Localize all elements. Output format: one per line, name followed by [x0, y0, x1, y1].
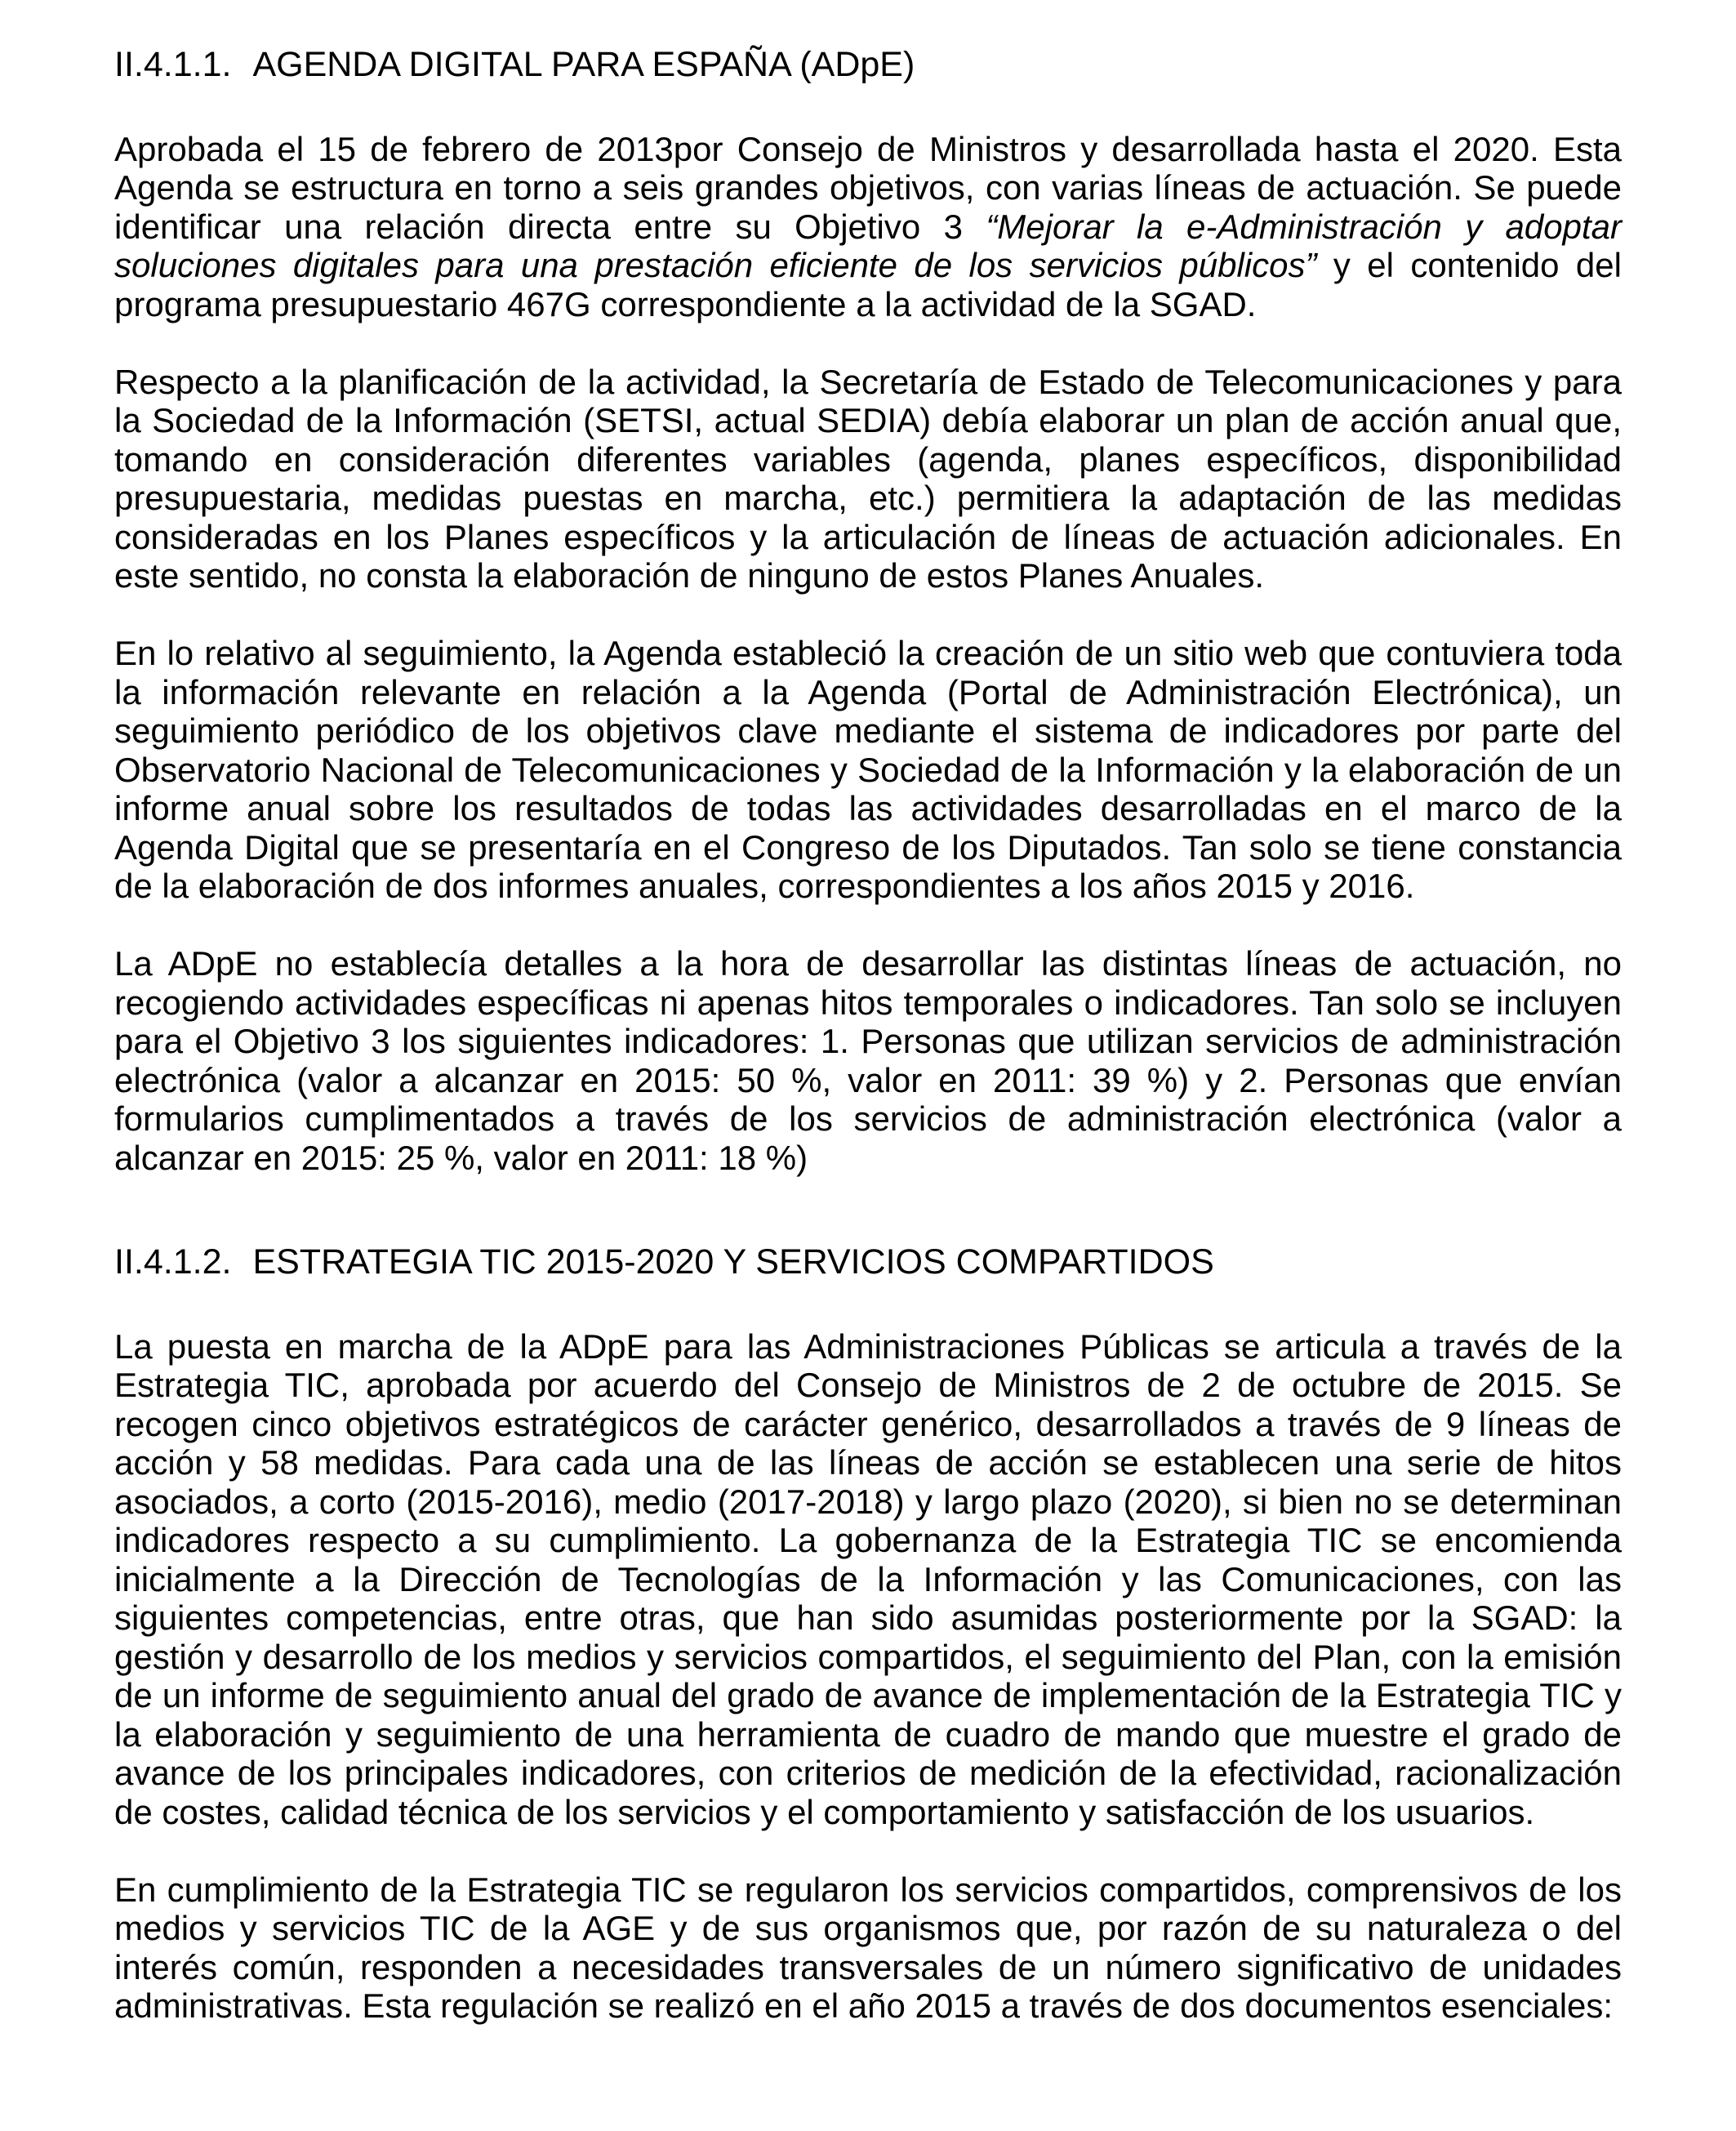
- paragraph-1: [114, 130, 1622, 324]
- heading-1-number: II.4.1.1.: [114, 45, 232, 84]
- section-adpe: [114, 46, 1622, 1177]
- paragraph-1-run-3: y el contenido del programa presupuestario 467G correspondiente a la actividad de la SGAD.: [114, 246, 1622, 323]
- heading-2-number: II.4.1.2.: [114, 1242, 232, 1282]
- section-heading-1: [114, 46, 1622, 85]
- paragraph-1-run-2-italic: “Mejorar la e-Administración y adoptar soluciones digitales para una prestación eficiente de los servicios públicos”: [114, 207, 1622, 284]
- section-heading-2: [114, 1243, 1622, 1282]
- heading-1-title: AGENDA DIGITAL PARA ESPAÑA (ADpE): [252, 45, 915, 84]
- paragraph-2: Respecto a la planificación de la actividad, la Secretaría de Estado de Telecomunicaciones y para la Sociedad de la Información (SETSI, actual SEDIA) debía elaborar un plan de acción anual que, tomando en consideración diferentes variables (agenda, planes específicos, disponibilidad presupuestaria, medidas puestas en marcha, etc.) permitiera la adaptación de las medidas consideradas en los Planes específicos y la articulación de líneas de actuación adicionales. En este sentido, no consta la elaboración de ninguno de estos Planes Anuales.: [114, 362, 1622, 595]
- paragraph-3: En lo relativo al seguimiento, la Agenda estableció la creación de un sitio web que contuviera toda la información relevante en relación a la Agenda (Portal de Administración Electrónica), un seguimiento periódico de los objetivos clave mediante el sistema de indicadores por parte del Observatorio Nacional de Telecomunicaciones y Sociedad de la Información y la elaboración de un informe anual sobre los resultados de todas las actividades desarrolladas en el marco de la Agenda Digital que se presentaría en el Congreso de los Diputados. Tan solo se tiene constancia de la elaboración de dos informes anuales, correspondientes a los años 2015 y 2016.: [114, 634, 1622, 905]
- paragraph-1-run-1: Aprobada el 15 de febrero de 2013por Consejo de Ministros y desarrollada hasta el 2020. Esta Agenda se estructura en torno a seis grandes objetivos, con varias líneas de actuación. Se puede identificar una relación directa entre su Objetivo 3: [114, 129, 1622, 246]
- heading-2-title: ESTRATEGIA TIC 2015-2020 Y SERVICIOS COMPARTIDOS: [252, 1242, 1214, 1282]
- paragraph-5: La puesta en marcha de la ADpE para las Administraciones Públicas se articula a través de la Estrategia TIC, aprobada por acuerdo del Consejo de Ministros de 2 de octubre de 2015. Se recogen cinco objetivos estratégicos de carácter genérico, desarrollados a través de 9 líneas de acción y 58 medidas. Para cada una de las líneas de acción se establecen una serie de hitos asociados, a corto (2015-2016), medio (2017-2018) y largo plazo (2020), si bien no se determinan indicadores respecto a su cumplimiento. La gobernanza de la Estrategia TIC se encomienda inicialmente a la Dirección de Tecnologías de la Información y las Comunicaciones, con las siguientes competencias, entre otras, que han sido asumidas posteriormente por la SGAD: la gestión y desarrollo de los medios y servicios compartidos, el seguimiento del Plan, con la emisión de un informe de seguimiento anual del grado de avance de implementación de la Estrategia TIC y la elaboración y seguimiento de una herramienta de cuadro de mando que muestre el grado de avance de los principales indicadores, con criterios de medición de la efectividad, racionalización de costes, calidad técnica de los servicios y el comportamiento y satisfacción de los usuarios.: [114, 1326, 1622, 1831]
- paragraph-6: En cumplimiento de la Estrategia TIC se regularon los servicios compartidos, comprensivos de los medios y servicios TIC de la AGE y de sus organismos que, por razón de su naturaleza o del interés común, responden a necesidades transversales de un número significativo de unidades administrativas. Esta regulación se realizó en el año 2015 a través de dos documentos esenciales:: [114, 1870, 1622, 2025]
- section-estrategia-tic: [114, 1243, 1622, 2026]
- paragraph-4: La ADpE no establecía detalles a la hora de desarrollar las distintas líneas de actuación, no recogiendo actividades específicas ni apenas hitos temporales o indicadores. Tan solo se incluyen para el Objetivo 3 los siguientes indicadores: 1. Personas que utilizan servicios de administración electrónica (valor a alcanzar en 2015: 50 %, valor en 2011: 39 %) y 2. Personas que envían formularios cumplimentados a través de los servicios de administración electrónica (valor a alcanzar en 2015: 25 %, valor en 2011: 18 %): [114, 944, 1622, 1177]
